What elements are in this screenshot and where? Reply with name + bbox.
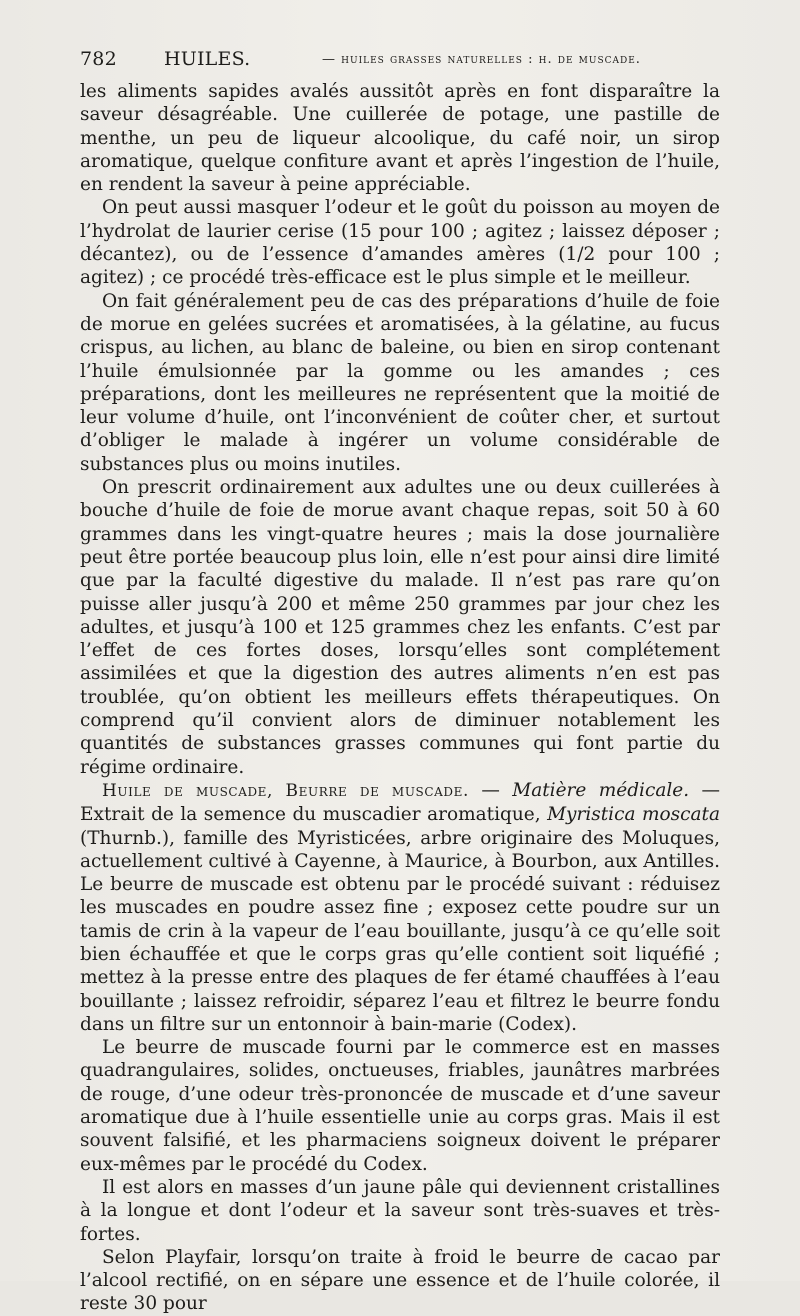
body-text xyxy=(80,80,720,1316)
header-subtitle: — huiles grasses naturelles : h. de muscade. xyxy=(322,52,641,67)
species-name: Myristica moscata xyxy=(547,804,720,826)
dash: — xyxy=(689,779,720,801)
running-header xyxy=(80,48,720,74)
matiere-medicale: Matière médicale. xyxy=(512,779,690,801)
header-title: HUILES. xyxy=(164,48,251,70)
paragraph-7: Il est alors en masses d’un jaune pâle qui deviennent cristallines à la longue et dont l’odeur et la saveur sont très-suaves et très-fortes. xyxy=(80,1176,720,1245)
muscade-text-a: Extrait de la semence du muscadier aromatique, xyxy=(80,804,548,826)
page-number: 782 xyxy=(80,48,117,70)
paragraph-muscade xyxy=(80,779,720,1036)
paragraph-4: On prescrit ordinairement aux adultes une ou deux cuillerées à bouche d’huile de foie de morue avant chaque repas, soit 50 à 60 grammes dans les vingt-quatre heures ; mais la dose journalière peut être portée beaucoup plus loin, elle n’est pour ainsi dire limité que par la faculté digestive du malade. Il n’est pas rare qu’on puisse aller jusqu’à 200 et même 250 grammes par jour chez les adultes, et jusqu’à 100 et 125 grammes chez les enfants. C’est par l’effet de ces fortes doses, lorsqu’elles sont complétement assimilées et que la digestion des autres aliments n’en est pas troublée, qu’on obtient les meilleurs effets thérapeutiques. On comprend qu’il convient alors de diminuer notablement les quantités de substances grasses communes qui font partie du régime ordinaire. xyxy=(80,477,720,778)
paragraph-8: Selon Playfair, lorsqu’on traite à froid le beurre de cacao par l’alcool rectifié, on en sépare une essence et de l’huile colorée, il reste 30 pour xyxy=(80,1246,720,1315)
paragraph-6: Le beurre de muscade fourni par le commerce est en masses quadrangulaires, solides, onctueuses, friables, jaunâtres marbrées de rouge, d’une odeur très-prononcée de muscade et d’une saveur aromatique due à l’huile essentielle unie au corps gras. Mais il est souvent falsifié, et les pharmaciens soigneux doivent le préparer eux-mêmes par le procédé du Codex. xyxy=(80,1037,720,1175)
paragraph-1: les aliments sapides avalés aussitôt après en font disparaître la saveur désagréable. Une cuillerée de potage, une pastille de menthe, un peu de liqueur alcoolique, du café noir, un sirop aromatique, quelque confiture avant et après l’ingestion de l’huile, en rendent la saveur à peine appréciable. xyxy=(80,81,720,196)
muscade-text-b: (Thurnb.), famille des Myristicées, arbre originaire des Moluques, actuellement cultivé à Cayenne, à Maurice, à Bourbon, aux Antilles. Le beurre de muscade est obtenu par le procédé suivant : réduisez les muscades en poudre assez fine ; exposez cette poudre sur un tamis de crin à la vapeur de l’eau bouillante, jusqu’à ce qu’elle soit bien échauffée et que le corps gras qu’elle contient soit liquéfié ; mettez à la presse entre des plaques de fer étamé chauffées à l’eau bouillante ; laissez refroidir, séparez l’eau et filtrez le beurre fondu dans un filtre sur un entonnoir à bain-marie (Codex). xyxy=(80,827,720,1035)
paragraph-2: On peut aussi masquer l’odeur et le goût du poisson au moyen de l’hydrolat de laurier cerise (15 pour 100 ; agitez ; laissez déposer ; décantez), ou de l’essence d’amandes amères (1/2 pour 100 ; agitez) ; ce procédé très-efficace est le plus simple et le meilleur. xyxy=(80,197,720,289)
dash: — xyxy=(469,779,513,801)
paragraph-3: On fait généralement peu de cas des préparations d’huile de foie de morue en gelées sucrées et aromatisées, à la gélatine, au fucus crispus, au lichen, au blanc de baleine, ou bien en sirop contenant l’huile émulsionnée par la gomme ou les amandes ; ces préparations, dont les meilleures ne représentent que la moitié de leur volume d’huile, ont l’inconvénient de coûter cher, et surtout d’obliger le malade à ingérer un volume considérable de substances plus ou moins inutiles. xyxy=(80,290,720,475)
section-heading: Huile de muscade, Beurre de muscade. xyxy=(102,780,469,801)
